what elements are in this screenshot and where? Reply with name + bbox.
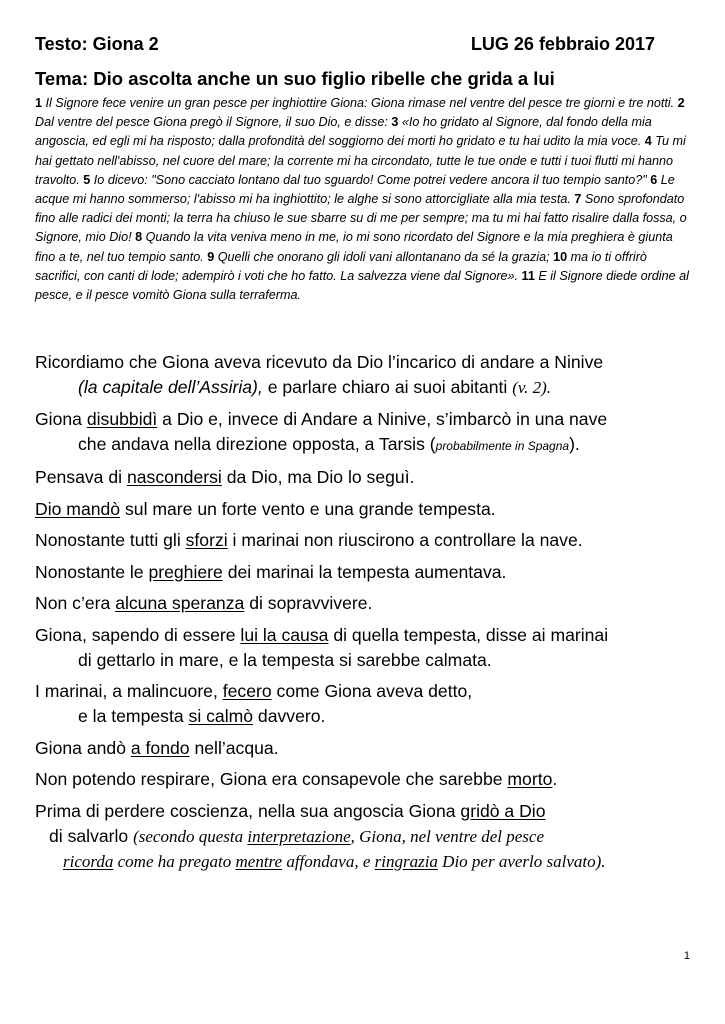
text: di quella tempesta, disse ai marinai [328,624,609,645]
text: di salvarlo [49,825,134,846]
sermon-date: LUG 26 febbraio 2017 [470,34,655,54]
verse-text: Le acque mi hanno sommerso; l'abisso mi ha inghiottito; le alghe si sono attorcigliate alla mia testa. [35,172,675,207]
text: probabilmente in Spagna [435,438,570,453]
text: dei marinai la tempesta aumentava. [222,561,507,582]
verse-number: 8 [135,230,143,245]
paragraph [35,623,705,673]
verse-number: 5 [83,172,91,187]
text: di gettarlo in mare, e la tempesta si sarebbe calmata. [78,649,492,670]
text: Nonostante le [35,561,149,582]
underlined-text: gridò a Dio [460,800,546,821]
paragraph [35,465,705,490]
text: (la capitale dell’Assiria), [78,377,263,397]
verse-text: Quelli che onorano gli idoli vani allontanano da sé la grazia; [214,249,554,264]
underlined-text: a fondo [130,737,190,758]
text: da Dio, ma Dio lo seguì. [221,467,415,487]
verse-number: 2 [677,96,685,110]
paragraph [35,407,705,459]
underlined-text: fecero [222,681,272,701]
underlined-text: disubbidì [86,408,158,429]
verse-text: Quando la vita veniva meno in me, io mi sono ricordato del Signore e la mia preghiera è giunta fino a te, nel tuo tempio santo. [35,230,673,264]
text: di sopravvivere. [244,593,373,613]
verse-text: Il Signore fece venire un gran pesce per inghiottire Giona: Giona rimase nel ventre del pesce tre giorni e tre notti. [42,96,678,110]
text: Ricordiamo che Giona aveva ricevuto da Dio l’incarico di andare a Ninive [35,352,604,372]
paragraph [35,528,705,553]
verse-number: 4 [644,134,652,149]
scripture-passage [35,94,695,305]
theme-title: Tema: Dio ascolta anche un suo figlio ribelle che grida a lui [35,68,555,89]
text: Nonostante tutti gli [35,530,186,550]
verse-text: E il Signore diede ordine al pesce, e il pesce vomitò Giona sulla terraferma. [35,268,689,303]
underlined-text: alcuna speranza [115,593,245,613]
text-reference: Testo: Giona 2 [35,34,159,54]
paragraph [35,560,705,585]
text: i marinai non riuscirono a controllare la nave. [227,530,583,550]
underlined-text: ricorda [63,851,114,871]
verse-number: 6 [650,172,658,187]
text: Non potendo respirare, Giona era consapevole che sarebbe [35,769,508,789]
underlined-text: preghiere [148,561,223,582]
verse-text: Dal ventre del pesce Giona pregò il Signore, il suo Dio, e disse: [35,115,392,130]
text: Dio per averlo salvato). [437,851,606,871]
text: e parlare chiaro ai suoi abitanti [262,377,513,397]
verse-number: 9 [207,249,215,264]
underlined-text: mentre [235,851,283,871]
page-number: 1 [683,950,690,962]
verse-text: ma io ti offrirò sacrifici, con canti di lode; adempirò i voti che ho fatto. La salvezza viene dal Signore». [35,249,647,283]
paragraph [35,497,705,522]
text: sul mare un forte vento e una grande tempesta. [120,498,496,519]
underlined-text: Dio mandò [35,498,121,519]
text: Giona andò [35,737,131,758]
text: , Giona, nel ventre del pesce [350,826,545,846]
underlined-text: ringrazia [374,851,438,871]
paragraph [35,591,705,616]
text: ). [569,433,580,454]
verse-number: 7 [574,192,582,207]
text: e la tempesta [78,706,189,726]
verse-reference: (v. 2). [512,378,552,397]
underlined-text: si calmò [188,706,254,726]
verse-text: Sono sprofondato fino alle radici dei monti; la terra ha chiuso le sue sbarre su di me per sempre; ma tu mi hai fatto risalire dalla fossa, o Signore, mio Dio! [35,192,687,245]
paragraph [35,679,705,729]
verse-number: 11 [521,268,535,283]
verse-number: 1 [35,96,43,110]
verse-number: 10 [553,249,568,264]
text: Giona [35,408,87,429]
text: Pensava di [35,467,127,487]
paragraph [35,799,705,874]
paragraph [35,736,705,761]
underlined-text: morto [507,769,553,789]
underlined-text: nascondersi [126,467,222,487]
paragraph [35,767,705,792]
text: I marinai, a malincuore, [35,681,223,701]
text: (secondo questa [133,826,248,846]
paragraph [35,350,705,400]
text: Prima di perdere coscienza, nella sua angoscia Giona [35,800,461,821]
underlined-text: lui la causa [240,624,329,645]
header [35,34,655,55]
text: a Dio e, invece di Andare a Ninive, s’imbarcò in una nave [157,408,608,429]
text: come Giona aveva detto, [271,681,473,701]
verse-text: «Io ho gridato al Signore, dal fondo della mia angoscia, ed egli mi ha risposto; dalla profondità del soggiorno dei morti ho gridato e tu hai udito la mia voce. [35,115,652,149]
underlined-text: interpretazione [247,826,351,846]
sermon-body [35,350,705,880]
text: Non c’era [35,593,116,613]
text: Giona, sapendo di essere [35,624,241,645]
text: davvero. [253,706,326,726]
underlined-text: sforzi [185,530,228,550]
text: come ha pregato [113,851,236,871]
text: . [552,769,558,789]
verse-text: Io dicevo: "Sono cacciato lontano dal tuo sguardo! Come potrei vedere ancora il tuo tempio santo?" [90,172,651,187]
verse-number: 3 [391,115,399,130]
text: che andava nella direzione opposta, a Tarsis ( [78,433,436,454]
text: affondava, e [282,851,375,871]
verse-text: Tu mi hai gettato nell'abisso, nel cuore del mare; la corrente mi ha circondato, tutte le tue onde e tutti i tuoi flutti mi hanno travolto. [35,134,686,187]
text: nell’acqua. [189,737,279,758]
